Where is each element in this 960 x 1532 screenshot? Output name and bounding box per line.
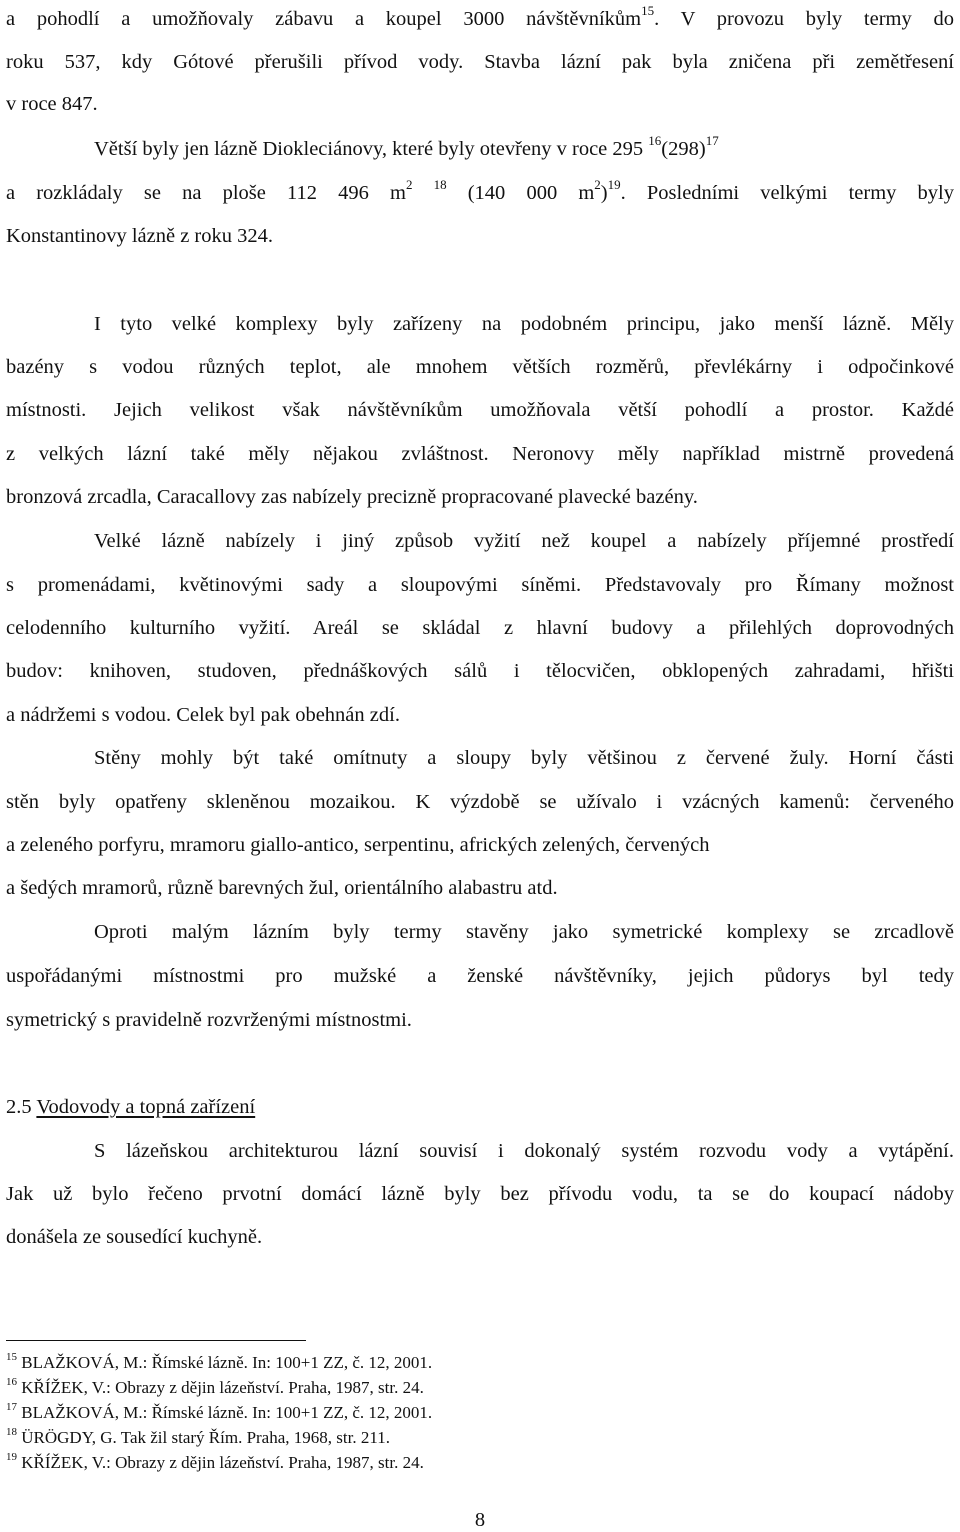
text-line: a zeleného porfyru, mramoru giallo-antico, serpentinu, afrických zelených, červených	[6, 834, 710, 856]
footnote: $^{16}$ KŘÍŽEK, V.: Obrazy z dějin lázeňství. Praha, 1987, str. 24.	[6, 1376, 424, 1397]
text-line: z velkých lázní také měly nějakou zvláštnost. Neronovy měly například mistrně provedená	[6, 443, 954, 465]
section-number: 2.5	[6, 1096, 32, 1118]
footnote-ref: 17	[705, 133, 719, 149]
text-line: I tyto velké komplexy byly zařízeny na podobném principu, jako menší lázně. Měly	[94, 313, 954, 335]
text-line: stěn byly opatřeny skleněnou mozaikou. K výzdobě se užívalo i vzácných kamenů: červeného	[6, 791, 954, 813]
footnote-ref: 19	[607, 177, 621, 193]
text-line: Oproti malým lázním byly termy stavěny jako symetrické komplexy se zrcadlově	[94, 921, 954, 943]
footnote: $^{17}$ BLAŽKOVÁ, M.: Římské lázně. In: 100+1 ZZ, č. 12, 2001.	[6, 1401, 433, 1422]
text-line: donášela ze sousedící kuchyně.	[6, 1226, 263, 1248]
footnote-ref: 16	[648, 133, 662, 149]
footnote-ref: 18	[433, 177, 447, 193]
text-line: S lázeňskou architekturou lázní souvisí i dokonalý systém rozvodu vody a vytápění.	[94, 1140, 954, 1162]
text-line: budov: knihoven, studoven, přednáškových sálů i tělocvičen, obklopených zahradami, hřišti	[6, 660, 954, 682]
text-line: Jak už bylo řečeno prvotní domácí lázně byly bez přívodu vodu, ta se do koupací nádoby	[6, 1183, 954, 1205]
text-line: uspořádanými místnostmi pro mužské a ženské návštěvníky, jejich půdorys byl tedy	[6, 965, 954, 987]
text-line: roku 537, kdy Gótové přerušili přívod vody. Stavba lázní pak byla zničena při zemětřesení	[6, 51, 954, 73]
page-number: 8	[474, 1509, 486, 1531]
text-line: Velké lázně nabízely i jiný způsob vyžití než koupel a nabízely příjemné prostředí	[94, 530, 954, 552]
section-title: Vodovody a topná zařízení	[36, 1096, 256, 1118]
footnote-divider	[6, 1340, 306, 1341]
text-line: bronzová zrcadla, Caracallovy zas nabízely precizně propracované plavecké bazény.	[6, 486, 698, 508]
text-line: s promenádami, květinovými sady a sloupovými síněmi. Představovaly pro Římany možnost	[6, 574, 954, 596]
text-line: symetrický s pravidelně rozvrženými místnostmi.	[6, 1009, 412, 1031]
text-line: celodenního kulturního vyžití. Areál se skládal z hlavní budovy a přilehlých doprovodných	[6, 617, 954, 639]
text-line: a šedých mramorů, různě barevných žul, orientálního alabastru atd.	[6, 877, 558, 899]
text-line: bazény s vodou různých teplot, ale mnohem větších rozměrů, převlékárny i odpočinkové	[6, 356, 954, 378]
section-heading	[6, 1094, 255, 1120]
text-line: a nádržemi s vodou. Celek byl pak obehnán zdí.	[6, 704, 400, 726]
footnote: $^{19}$ KŘÍŽEK, V.: Obrazy z dějin lázeňství. Praha, 1987, str. 24.	[6, 1451, 424, 1472]
text-line: Konstantinovy lázně z roku 324.	[6, 225, 274, 247]
text-line: Stěny mohly být také omítnuty a sloupy byly většinou z červené žuly. Horní části	[94, 747, 954, 769]
footnote-ref: 15	[641, 3, 655, 19]
footnote: $^{18}$ ÜRÖGDY, G. Tak žil starý Řím. Praha, 1968, str. 211.	[6, 1426, 390, 1447]
text-line: v roce 847.	[6, 93, 98, 115]
text-line: a pohodlí a umožňovaly zábavu a koupel 3000 návštěvníkům$^{15}$. V provozu byly termy do	[6, 3, 954, 30]
text-line: Větší byly jen lázně Diokleciánovy, které byly otevřeny v roce 295 $^{16}(298)^{17}$	[94, 133, 719, 160]
footnote: $^{15}$ BLAŽKOVÁ, M.: Římské lázně. In: 100+1 ZZ, č. 12, 2001.	[6, 1351, 433, 1372]
text-line: a rozkládaly se na ploše 112 496 $m^2$ $^{18}$ (140 000 $m^2)^{19}$. Posledními velkými termy byly	[6, 177, 954, 204]
text-line: místnosti. Jejich velikost však návštěvníkům umožňovala větší pohodlí a prostor. Každé	[6, 399, 954, 421]
